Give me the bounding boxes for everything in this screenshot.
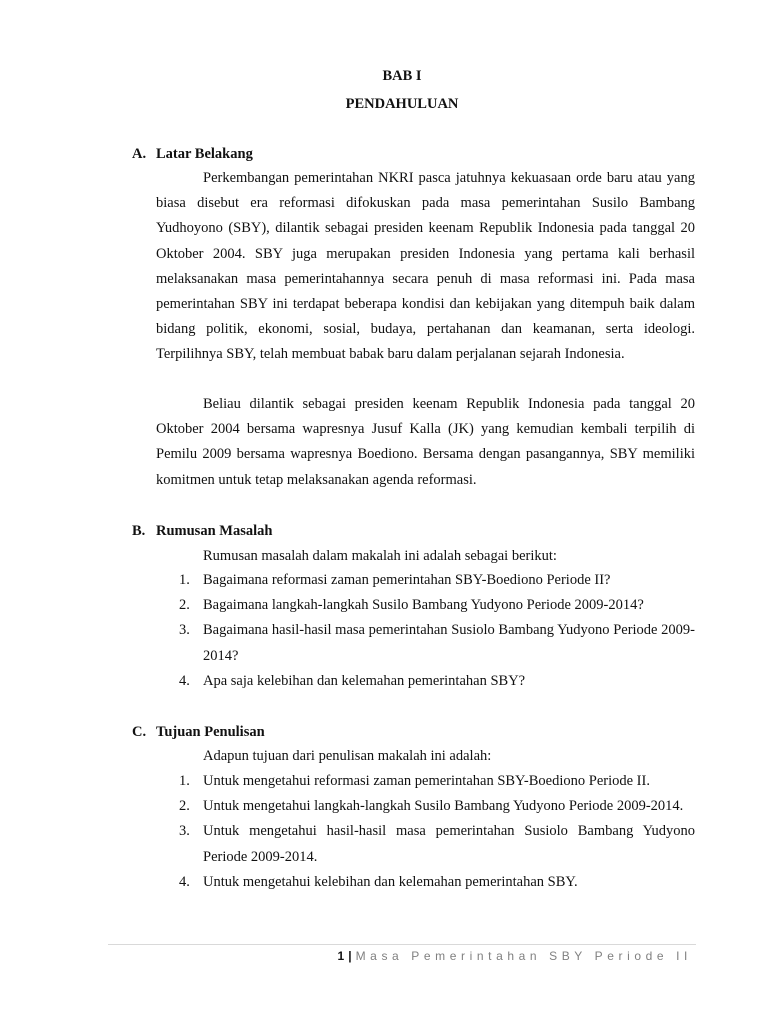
section-a-letter: A. [132,146,147,162]
list-item [156,769,695,794]
list-item [156,618,695,668]
list-item-number: 2. [179,798,190,815]
list-item [156,669,695,694]
running-title: Masa Pemerintahan SBY Periode II [355,949,692,963]
section-c-title: Tujuan Penulisan [156,724,265,740]
list-item [156,593,695,618]
list-item-number: 2. [179,597,190,614]
section-c-heading [132,722,265,742]
page-number: 1 [337,949,345,963]
list-item-number: 1. [179,572,190,588]
section-a-paragraph-1: Perkembangan pemerintahan NKRI pasca jatuhnya kekuasaan orde baru atau yang biasa disebut era reformasi difokuskan pada masa pemerintahan Susilo Bambang Yudhoyono (SBY), dilantik sebagai presiden keenam Republik Indonesia pada tanggal 20 Oktober 2004. SBY juga merupakan presiden Indonesia yang pertama kali berhasil melaksanakan masa pemerintahannya secara penuh di masa reformasi ini. Pada masa pemerintahan SBY ini terdapat beberapa kondisi dan kebijakan yang ditempuh baik dalam bidang politik, ekonomi, sosial, budaya, pertahanan dan keamanan, serta ideologi. Terpilihnya SBY, telah membuat babak baru dalam perjalanan sejarah Indonesia. [156,170,695,363]
list-item-number: 3. [179,823,190,840]
objective-list [156,769,695,895]
list-item-text: Untuk mengetahui reformasi zaman pemerintahan SBY-Boediono Periode II. [203,773,650,789]
list-item-text: Untuk mengetahui hasil-hasil masa pemerintahan Susiolo Bambang Yudyono Periode 2009-2014. [203,823,695,865]
list-item [156,819,695,869]
list-item [156,568,695,593]
problem-list [156,568,695,694]
list-item-text: Apa saja kelebihan dan kelemahan pemerintahan SBY? [203,672,526,689]
list-item-number: 4. [179,672,190,689]
list-item-text: Untuk mengetahui langkah-langkah Susilo Bambang Yudyono Periode 2009-2014. [203,798,684,815]
chapter-title: PENDAHULUAN [345,96,459,112]
section-c-intro: Adapun tujuan dari penulisan makalah ini adalah: [203,748,492,764]
list-item [156,870,695,895]
section-a-title: Latar Belakang [156,146,253,162]
list-item-text: Bagaimana hasil-hasil masa pemerintahan Susiolo Bambang Yudyono Periode 2009-2014? [203,622,695,664]
chapter-label: BAB I [382,68,422,84]
list-item-number: 1. [179,773,190,789]
list-item [156,794,695,819]
list-item-number: 3. [179,622,190,639]
list-item-text: Bagaimana langkah-langkah Susilo Bambang Yudyono Periode 2009-2014? [203,597,644,614]
list-item-text: Untuk mengetahui kelebihan dan kelemahan pemerintahan SBY. [203,873,578,890]
section-b-letter: B. [132,523,146,539]
section-b-intro: Rumusan masalah dalam makalah ini adalah sebagai berikut: [203,548,557,564]
footer-divider [108,944,696,945]
list-item-text: Bagaimana reformasi zaman pemerintahan SBY-Boediono Periode II? [203,572,611,588]
footer-separator: | [348,949,352,963]
section-c-letter: C. [132,724,147,740]
page-footer [338,948,692,964]
section-a-paragraph-2: Beliau dilantik sebagai presiden keenam Republik Indonesia pada tanggal 20 Oktober 2004 bersama wapresnya Jusuf Kalla (JK) yang kemudian kembali terpilih di Pemilu 2009 bersama wapresnya Boediono. Bersama dengan pasangannya, SBY memiliki komitmen untuk tetap melaksanakan agenda reformasi. [156,396,695,488]
section-b-heading [132,521,272,541]
section-a-heading [132,144,253,164]
section-b-title: Rumusan Masalah [156,523,273,539]
list-item-number: 4. [179,873,190,890]
